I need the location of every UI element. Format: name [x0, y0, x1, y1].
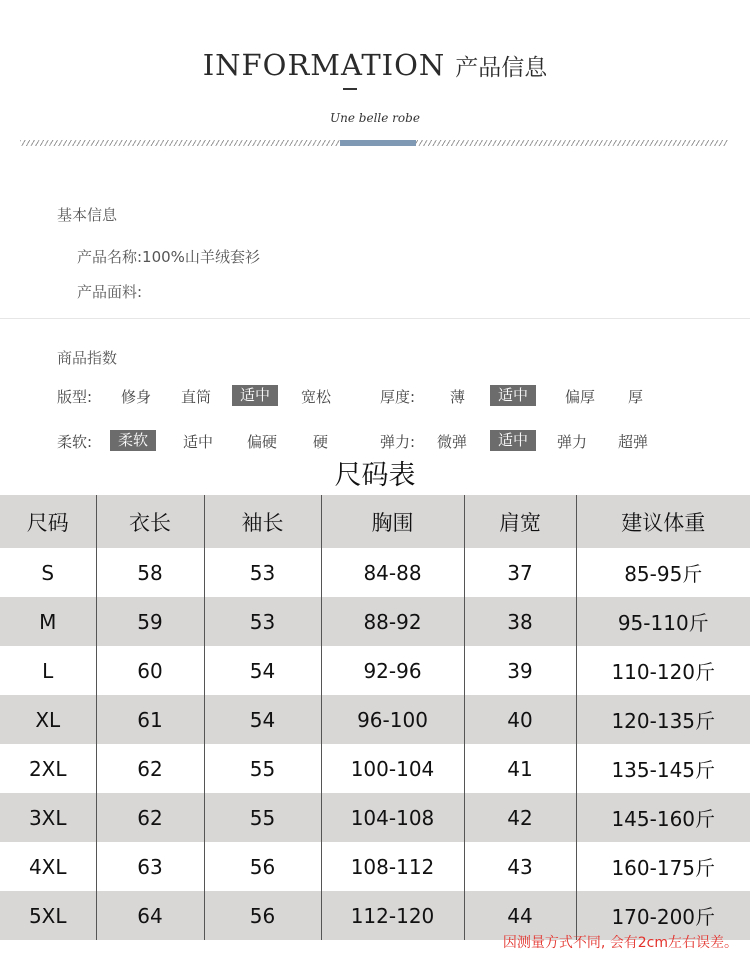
header-shoulder: 肩宽	[464, 495, 576, 548]
cell-length: 63	[96, 842, 204, 891]
product-fabric: 产品面料:	[77, 283, 143, 301]
softness-option-firmish: 偏硬	[247, 433, 278, 451]
cell-chest: 108-112	[321, 842, 464, 891]
cell-chest: 104-108	[321, 793, 464, 842]
elasticity-option-slight: 微弹	[437, 433, 468, 451]
fit-option-slim: 修身	[121, 388, 152, 406]
elasticity-label: 弹力:	[380, 433, 416, 451]
fit-option-straight: 直筒	[181, 388, 212, 406]
cell-chest: 88-92	[321, 597, 464, 646]
cell-size: M	[0, 597, 96, 646]
table-row	[0, 793, 750, 842]
cell-shoulder: 38	[464, 597, 576, 646]
softness-option-medium: 适中	[183, 433, 214, 451]
cell-weight: 160-175斤	[576, 842, 750, 891]
size-chart-title: 尺码表	[334, 460, 416, 491]
cell-weight: 110-120斤	[576, 646, 750, 695]
cell-weight: 170-200斤	[576, 891, 750, 940]
cell-size: 2XL	[0, 744, 96, 793]
cell-sleeve: 54	[204, 695, 321, 744]
table-row	[0, 646, 750, 695]
cell-sleeve: 53	[204, 597, 321, 646]
cell-size: 5XL	[0, 891, 96, 940]
cell-weight: 120-135斤	[576, 695, 750, 744]
elasticity-option-stretch: 弹力	[557, 433, 588, 451]
softness-option-firm: 硬	[313, 433, 329, 451]
product-index-title: 商品指数	[57, 349, 118, 367]
softness-option-soft-selected: 柔软	[110, 430, 156, 451]
size-chart-header-row	[0, 495, 750, 548]
cell-size: XL	[0, 695, 96, 744]
cell-shoulder: 42	[464, 793, 576, 842]
cell-size: 4XL	[0, 842, 96, 891]
cell-chest: 112-120	[321, 891, 464, 940]
fit-option-loose: 宽松	[301, 388, 332, 406]
cell-weight: 85-95斤	[576, 548, 750, 597]
header-title	[0, 48, 750, 82]
basic-info-title: 基本信息	[57, 206, 118, 224]
cell-sleeve: 55	[204, 793, 321, 842]
cell-chest: 84-88	[321, 548, 464, 597]
cell-size: L	[0, 646, 96, 695]
cell-length: 62	[96, 744, 204, 793]
section-divider	[0, 318, 750, 319]
cell-shoulder: 37	[464, 548, 576, 597]
measurement-note: 因测量方式不同, 会有2cm左右误差。	[502, 935, 738, 951]
cell-sleeve: 56	[204, 842, 321, 891]
cell-chest: 96-100	[321, 695, 464, 744]
cell-length: 61	[96, 695, 204, 744]
cell-length: 60	[96, 646, 204, 695]
header-sleeve: 袖长	[204, 495, 321, 548]
table-row	[0, 548, 750, 597]
header-chest: 胸围	[321, 495, 464, 548]
table-row	[0, 744, 750, 793]
thickness-option-thickish: 偏厚	[565, 388, 596, 406]
table-row	[0, 695, 750, 744]
cell-weight: 95-110斤	[576, 597, 750, 646]
title-cn: 产品信息	[455, 55, 548, 81]
cell-length: 62	[96, 793, 204, 842]
size-chart-table	[0, 495, 750, 940]
product-name: 产品名称:100%山羊绒套衫	[77, 248, 260, 266]
header-size: 尺码	[0, 495, 96, 548]
header-subtitle: Une belle robe	[330, 111, 420, 125]
cell-shoulder: 40	[464, 695, 576, 744]
thickness-option-thick: 厚	[628, 388, 644, 406]
cell-length: 59	[96, 597, 204, 646]
cell-length: 64	[96, 891, 204, 940]
cell-shoulder: 44	[464, 891, 576, 940]
table-row	[0, 597, 750, 646]
softness-label: 柔软:	[57, 433, 93, 451]
header-length: 衣长	[96, 495, 204, 548]
cell-sleeve: 56	[204, 891, 321, 940]
accent-bar	[340, 140, 416, 146]
cell-length: 58	[96, 548, 204, 597]
title-en: INFORMATION	[202, 48, 446, 82]
cell-shoulder: 41	[464, 744, 576, 793]
cell-chest: 92-96	[321, 646, 464, 695]
cell-weight: 135-145斤	[576, 744, 750, 793]
fit-label: 版型:	[57, 388, 93, 406]
fit-option-regular-selected: 适中	[232, 385, 278, 406]
cell-weight: 145-160斤	[576, 793, 750, 842]
cell-sleeve: 55	[204, 744, 321, 793]
cell-size: 3XL	[0, 793, 96, 842]
header-weight: 建议体重	[576, 495, 750, 548]
title-underline-mark	[343, 88, 357, 90]
table-row	[0, 842, 750, 891]
cell-shoulder: 43	[464, 842, 576, 891]
cell-size: S	[0, 548, 96, 597]
cell-sleeve: 53	[204, 548, 321, 597]
elasticity-option-medium-selected: 适中	[490, 430, 536, 451]
cell-shoulder: 39	[464, 646, 576, 695]
cell-sleeve: 54	[204, 646, 321, 695]
elasticity-option-super: 超弹	[618, 433, 649, 451]
thickness-option-thin: 薄	[450, 388, 466, 406]
thickness-option-medium-selected: 适中	[490, 385, 536, 406]
cell-chest: 100-104	[321, 744, 464, 793]
thickness-label: 厚度:	[380, 388, 416, 406]
